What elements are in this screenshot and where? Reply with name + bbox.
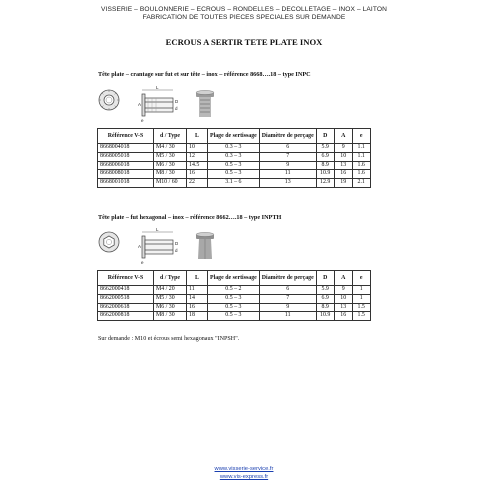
column-header: e bbox=[352, 129, 370, 144]
table-cell: 11 bbox=[259, 312, 316, 321]
table-cell: 7 bbox=[259, 294, 316, 303]
table-cell: 0.5 – 3 bbox=[208, 303, 260, 312]
inpc-label-big-d: D bbox=[175, 99, 179, 104]
table-cell: 10.9 bbox=[316, 312, 334, 321]
table-cell: 1 bbox=[352, 294, 370, 303]
header-line-1: VISSERIE – BOULONNERIE – ECROUS – RONDELLES – DECOLLETAGE – INOX – LAITON bbox=[101, 6, 387, 13]
table-cell: 13 bbox=[259, 179, 316, 188]
column-header: Plage de sertissage bbox=[208, 271, 260, 286]
column-header: e bbox=[352, 271, 370, 286]
table-row bbox=[98, 312, 371, 321]
table-row bbox=[98, 286, 371, 295]
inpth-section-view bbox=[142, 232, 173, 258]
table-cell: M5 / 30 bbox=[154, 152, 187, 161]
table-cell: 0.3 – 3 bbox=[208, 152, 260, 161]
inpc-nut-drawing bbox=[96, 84, 226, 126]
table-header-row bbox=[98, 271, 371, 286]
inpc-table bbox=[97, 128, 371, 188]
table-row bbox=[98, 179, 371, 188]
table-cell: M6 / 30 bbox=[154, 303, 187, 312]
column-header: d / Type bbox=[154, 129, 187, 144]
inpc-section-view bbox=[142, 90, 173, 116]
inpth-label-d: d bbox=[175, 248, 178, 253]
column-header: L bbox=[187, 271, 208, 286]
table-cell: 11 bbox=[187, 286, 208, 295]
table-cell: 13 bbox=[334, 303, 352, 312]
table-cell: 5.9 bbox=[316, 144, 334, 153]
table-cell: 8668005018 bbox=[98, 152, 154, 161]
column-header: Plage de sertissage bbox=[208, 129, 260, 144]
table-row bbox=[98, 294, 371, 303]
table-row bbox=[98, 152, 371, 161]
table-cell: 12.9 bbox=[316, 179, 334, 188]
table-cell: 18 bbox=[187, 312, 208, 321]
table-cell: 1.6 bbox=[352, 170, 370, 179]
table-cell: 8668001018 bbox=[98, 179, 154, 188]
table-cell: 7 bbox=[259, 152, 316, 161]
table-cell: 1.6 bbox=[352, 161, 370, 170]
table-row bbox=[98, 144, 371, 153]
table-cell: 22 bbox=[187, 179, 208, 188]
column-header: Diamètre de perçage bbox=[259, 271, 316, 286]
column-header: Référence V-S bbox=[98, 129, 154, 144]
table-cell: M4 / 20 bbox=[154, 286, 187, 295]
inpth-front-view bbox=[99, 232, 119, 252]
table-cell: 3.1 – 6 bbox=[208, 179, 260, 188]
inpc-label-e: e bbox=[141, 118, 144, 123]
table-cell: 10 bbox=[334, 152, 352, 161]
table-cell: 1.5 bbox=[352, 303, 370, 312]
inpc-label-d: d bbox=[175, 106, 178, 111]
column-header: Diamètre de perçage bbox=[259, 129, 316, 144]
table-cell: 0.5 – 3 bbox=[208, 312, 260, 321]
column-header: A bbox=[334, 129, 352, 144]
column-header: Référence V-S bbox=[98, 271, 154, 286]
table-cell: 0.5 – 3 bbox=[208, 294, 260, 303]
table-cell: 9 bbox=[259, 161, 316, 170]
table-cell: 9 bbox=[334, 286, 352, 295]
table-cell: M5 / 30 bbox=[154, 294, 187, 303]
table-cell: 6 bbox=[259, 286, 316, 295]
website-link-1[interactable]: www.visserie-service.fr bbox=[214, 466, 274, 472]
inpth-label-l: L bbox=[156, 227, 159, 232]
column-header: d / Type bbox=[154, 271, 187, 286]
table-cell: 8.9 bbox=[316, 161, 334, 170]
table-cell: 11 bbox=[259, 170, 316, 179]
inpth-nut-drawing bbox=[96, 226, 226, 268]
special-order-note: Sur demande : M10 et écrous semi hexagonaux "INPSH". bbox=[98, 336, 240, 342]
inpth-label-a: A bbox=[138, 244, 142, 249]
table-cell: 13 bbox=[334, 161, 352, 170]
table-cell: 16 bbox=[187, 303, 208, 312]
table-cell: 6.9 bbox=[316, 152, 334, 161]
table-cell: 9 bbox=[259, 303, 316, 312]
table-cell: M10 / 60 bbox=[154, 179, 187, 188]
table-cell: 10.9 bbox=[316, 170, 334, 179]
table-cell: 8668004018 bbox=[98, 144, 154, 153]
inpth-label-e: e bbox=[141, 260, 144, 265]
website-link-2[interactable]: www.vis-express.fr bbox=[219, 474, 269, 480]
column-header: D bbox=[316, 129, 334, 144]
table-cell: 8662000818 bbox=[98, 312, 154, 321]
table-cell: 1.5 bbox=[352, 312, 370, 321]
table-cell: 6.9 bbox=[316, 294, 334, 303]
column-header: L bbox=[187, 129, 208, 144]
table-cell: 0.3 – 3 bbox=[208, 144, 260, 153]
inpth-label-big-d: D bbox=[175, 241, 179, 246]
table-cell: M4 / 30 bbox=[154, 144, 187, 153]
table-cell: 16 bbox=[187, 170, 208, 179]
table-cell: M8 / 30 bbox=[154, 170, 187, 179]
section-1-heading: Tête plate – crantage sur fut et sur tête – inox – référence 8668….18 – type INPC bbox=[98, 71, 311, 78]
table-cell: 8662000418 bbox=[98, 286, 154, 295]
section-2-heading: Tête plate – fut hexagonal – inox – référence 8662….18 – type INPTH bbox=[98, 214, 282, 221]
inpc-nut-photo bbox=[196, 91, 214, 118]
table-header-row bbox=[98, 129, 371, 144]
inpth-table bbox=[97, 270, 371, 321]
inpc-label-l: L bbox=[156, 85, 159, 90]
table-cell: 16 bbox=[334, 312, 352, 321]
header-line-2: FABRICATION DE TOUTES PIECES SPECIALES SUR DEMANDE bbox=[142, 14, 346, 21]
table-cell: 10 bbox=[334, 294, 352, 303]
page-title: ECROUS A SERTIR TETE PLATE INOX bbox=[165, 37, 323, 47]
table-cell: 6 bbox=[259, 144, 316, 153]
table-cell: 1.1 bbox=[352, 144, 370, 153]
table-row bbox=[98, 170, 371, 179]
table-cell: 8668008018 bbox=[98, 170, 154, 179]
table-cell: M6 / 30 bbox=[154, 161, 187, 170]
table-cell: 14.5 bbox=[187, 161, 208, 170]
table-cell: 19 bbox=[334, 179, 352, 188]
table-cell: 14 bbox=[187, 294, 208, 303]
table-cell: 10 bbox=[187, 144, 208, 153]
table-cell: M8 / 30 bbox=[154, 312, 187, 321]
table-cell: 1.1 bbox=[352, 152, 370, 161]
column-header: A bbox=[334, 271, 352, 286]
table-cell: 16 bbox=[334, 170, 352, 179]
column-header: D bbox=[316, 271, 334, 286]
table-cell: 12 bbox=[187, 152, 208, 161]
table-row bbox=[98, 303, 371, 312]
table-cell: 9 bbox=[334, 144, 352, 153]
table-cell: 5.9 bbox=[316, 286, 334, 295]
table-cell: 0.5 – 3 bbox=[208, 161, 260, 170]
table-cell: 1 bbox=[352, 286, 370, 295]
inpth-nut-photo bbox=[196, 233, 214, 260]
table-cell: 0.5 – 3 bbox=[208, 170, 260, 179]
table-cell: 8662000518 bbox=[98, 294, 154, 303]
table-cell: 8662000618 bbox=[98, 303, 154, 312]
table-cell: 8668006018 bbox=[98, 161, 154, 170]
table-row bbox=[98, 161, 371, 170]
table-cell: 0.5 – 2 bbox=[208, 286, 260, 295]
inpc-label-a: A bbox=[138, 102, 142, 107]
inpc-front-view bbox=[99, 90, 119, 110]
table-cell: 2.1 bbox=[352, 179, 370, 188]
table-cell: 8.9 bbox=[316, 303, 334, 312]
